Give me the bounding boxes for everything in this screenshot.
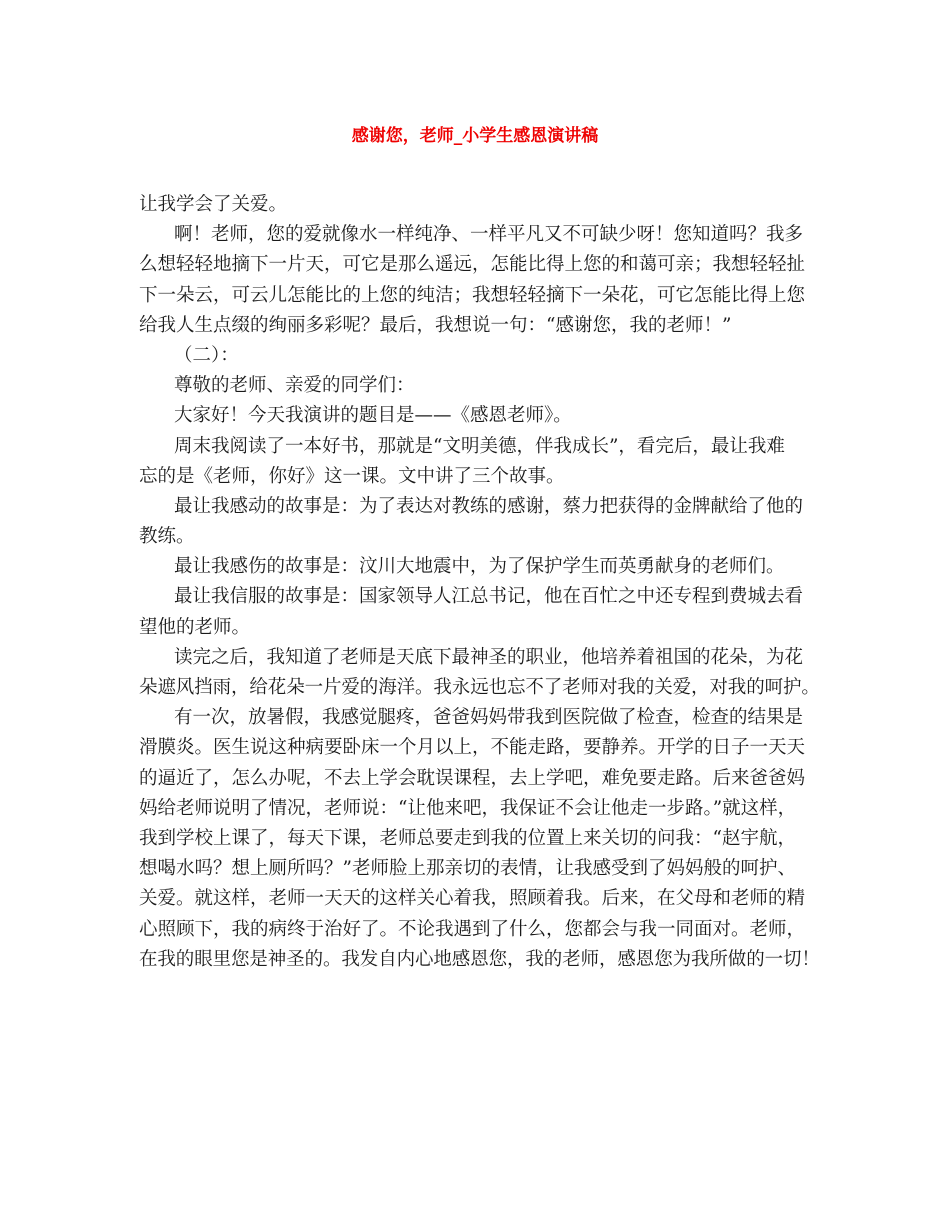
text-line: 让我学会了关爱。 [139,194,288,215]
text-line: 大家好！今天我演讲的题目是——《感恩老师》。 [174,405,572,427]
text-line: 尊敬的老师、亲爱的同学们： [174,375,415,397]
text-line: 妈给老师说明了情况，老师说：“让他来吧，我保证不会让他走一步路。”就这样， [139,797,797,819]
text-line: 朵遮风挡雨，给花朵一片爱的海洋。我永远也忘不了老师对我的关爱，对我的呵护。 [139,677,820,698]
text-line: 么想轻轻地摘下一片天，可它是那么遥远，怎能比得上您的和蔼可亲；我想轻轻扯 [139,254,806,276]
text-line: 最让我感动的故事是：为了表达对教练的感谢，蔡力把获得的金牌献给了他的 [174,495,804,517]
text-line: 啊！老师，您的爱就像水一样纯净、一样平凡又不可缺少呀！您知道吗？我多 [174,224,804,246]
text-line: 我到学校上课了，每天下课，老师总要走到我的位置上来关切的问我：“赵宇航， [139,827,796,849]
text-line: 教练。 [139,526,195,548]
text-line: 读完之后，我知道了老师是天底下最神圣的职业，他培养着祖国的花朵，为花 [174,646,804,668]
text-line: 滑膜炎。医生说这种病要卧床一个月以上，不能走路，要静养。开学的日子一天天 [139,737,806,759]
text-line: 下一朵云，可云儿怎能比的上您的纯洁；我想轻轻摘下一朵花，可它怎能比得上您 [139,284,806,306]
text-line: 在我的眼里您是神圣的。我发自内心地感恩您，我的老师，感恩您为我所做的一切！ [139,948,820,970]
text-line: 最让我感伤的故事是：汶川大地震中，为了保护学生而英勇献身的老师们。 [174,556,785,578]
document-title: 感谢您，老师_小学生感恩演讲稿 [351,126,599,146]
text-line: 最让我信服的故事是：国家领导人江总书记，他在百忙之中还专程到费城去看 [174,586,804,608]
text-line: 有一次，放暑假，我感觉腿疼，爸爸妈妈带我到医院做了检查，检查的结果是 [174,707,804,729]
document-body [139,190,819,975]
text-line: 想喝水吗？想上厕所吗？”老师脸上那亲切的表情，让我感受到了妈妈般的呵护、 [139,858,796,880]
text-line: 关爱。就这样，老师一天天的这样关心着我，照顾着我。后来，在父母和老师的精 [139,888,806,910]
text-line: 忘的是《老师，你好》这一课。文中讲了三个故事。 [139,465,565,487]
text-line: 望他的老师。 [139,616,251,638]
text-line: 给我人生点缀的绚丽多彩呢？最后，我想说一句：“感谢您，我的老师！” [139,314,732,336]
text-line: 周末我阅读了一本好书，那就是“文明美德，伴我成长”，看完后，最让我难 [174,435,785,457]
text-line: 心照顾下，我的病终于治好了。不论我遇到了什么，您都会与我一同面对。老师， [139,918,806,940]
section-heading: （二）： [174,344,239,366]
text-line: 的逼近了，怎么办呢，不去上学会耽误课程，去上学吧，难免要走路。后来爸爸妈 [139,767,806,789]
